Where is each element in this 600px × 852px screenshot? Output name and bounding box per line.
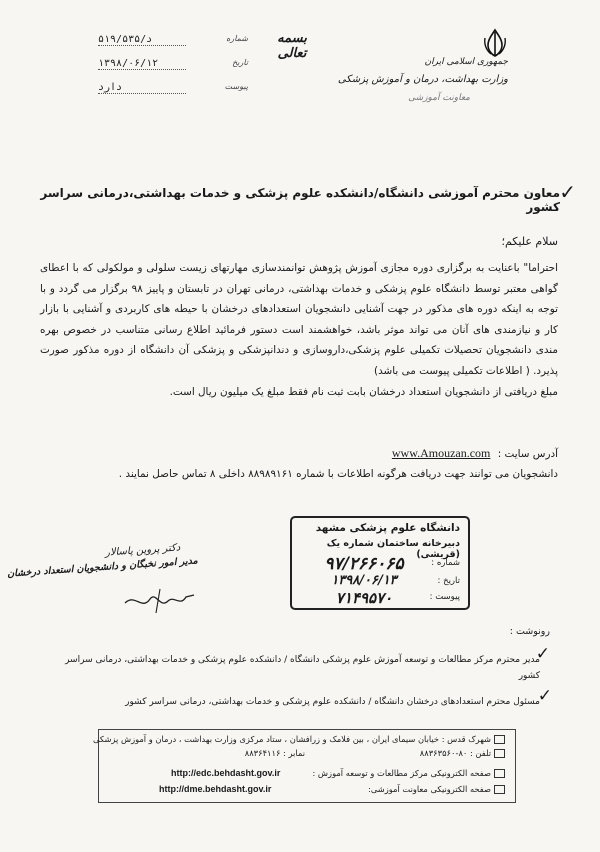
footer-dme-label — [368, 784, 505, 794]
check-mark-icon: ✓ — [535, 644, 550, 664]
footer-phone-text: تلفن : ۸۰-۸۸۳۶۳۵۶۰ — [419, 748, 491, 758]
footer-dme-text: صفحه الکترونیکی معاونت آموزشی: — [368, 784, 491, 794]
body-paragraph: مبلغ دریافتی از دانشجویان استعداد درخشان بابت ثبت نام فقط مبلغ یک میلیون ریال است. — [169, 385, 558, 398]
signatory-name: دکتر پروین پاسالار — [104, 542, 181, 559]
website-link[interactable]: www.Amouzan.com — [391, 446, 491, 460]
stamp-title: دانشگاه علوم پزشکی مشهد — [315, 522, 460, 534]
cc-item: مدیر محترم مرکز مطالعات و توسعه آموزش علوم پزشکی دانشگاه / دانشکده علوم پزشکی و خدمات بهداشتی، درمانی سراسر کشور — [65, 655, 540, 681]
mailbox-icon — [494, 735, 505, 744]
stamp-subtitle: دبیرخانه ساختمان شماره یک (قریشی) — [326, 538, 460, 560]
letter-date-row — [98, 58, 248, 74]
letter-date-value: ۱۳۹۸/۰۶/۱۲ — [98, 58, 186, 70]
envelope-icon — [494, 769, 505, 778]
ministry-line1: جمهوری اسلامی ایران — [424, 57, 508, 67]
letter-number-label: شماره — [226, 34, 248, 43]
signatory-position: مدیر امور نخبگان و دانشجویان استعداد درخشان — [6, 555, 199, 580]
stamp-attach-value: ۷۱۴۹۵۷۰ — [335, 589, 393, 607]
stamp-attach-label: پیوست : — [429, 592, 460, 602]
secretariat-stamp — [290, 516, 470, 610]
footer-edc-link[interactable]: http://edc.behdasht.gov.ir — [171, 768, 281, 778]
footer-dme-link[interactable]: http://dme.behdasht.gov.ir — [159, 784, 272, 794]
stamp-date-value: ۱۳۹۸/۰۶/۱۳ — [331, 573, 397, 588]
letter-body — [40, 258, 558, 402]
check-mark-icon: ✓ — [537, 686, 552, 706]
stamp-attach-row — [300, 589, 460, 607]
contact-line: دانشجویان می توانند جهت دریافت هرگونه اطلاعات با شماره ۸۸۹۸۹۱۶۱ داخلی ۸ تماس حاصل نمایند . — [118, 468, 558, 480]
footer-edc-text: صفحه الکترونیکی مرکز مطالعات و توسعه آموزش : — [312, 768, 491, 778]
letter-footer — [92, 729, 516, 803]
stamp-number-value: ۹۷/۲۶۶۰۶۵ — [324, 554, 404, 574]
footer-address — [93, 734, 505, 744]
envelope-icon — [494, 785, 505, 794]
stamp-date-label: تاریخ : — [437, 576, 460, 586]
letter-number-value: د/۵۱۹/۵۳۵ — [98, 34, 186, 46]
letter-attachment-label: پیوست — [224, 82, 248, 91]
stamp-date-row — [300, 573, 460, 590]
letter-date-label: تاریخ — [232, 58, 248, 67]
salutation: سلام علیکم؛ — [501, 235, 558, 248]
body-paragraph: احتراما" باعنایت به برگزاری دوره مجازی آموزش پژوهش توانمندسازی مهارتهای زیست سلولی و مولکولی که با اعطای گواهی معتبر توسط دانشگاه علوم پزشکی و خدمات بهداشتی، درمانی تهران در تابستان و پاییز ۹۸ برگزار می گردد و با توجه به اینکه دوره های مذکور در جهت آشنایی دانشجویان استعدادهای درخشان با حیطه های کاربردی و آشنایی با بازار کار و نیازمندی های آنان می تواند موثر باشد، خواهشمند است دستور فرمائید اطلاع رسانی متناسب در خصوص بهره مندی دانشجویان تحصیلات تکمیلی علوم پزشکی،داروسازی و دندانپزشکی و پزشکی آن دانشگاه از دوره مذکور صورت پذیرد. ( اطلاعات تکمیلی پیوست می باشد) — [40, 262, 558, 377]
deputy-line: معاونت آموزشی — [408, 93, 470, 103]
footer-address-text: شهرک قدس : خیابان سیمای ایران ، بین فلامک و زرافشان ، ستاد مرکزی وزارت بهداشت ، درمان و آموزش پزشکی — [92, 734, 491, 744]
footer-fax: نمابر : ۸۸۳۶۴۱۱۶ — [244, 748, 305, 758]
iran-emblem-icon — [482, 28, 508, 58]
cc-heading: رونوشت : — [509, 626, 550, 637]
footer-phone — [420, 748, 505, 758]
letter-number-row — [98, 34, 248, 50]
cc-item: مسئول محترم استعدادهای درخشان دانشگاه / دانشکده علوم پزشکی و خدمات بهداشتی، درمانی سراسر کشور — [125, 697, 540, 707]
stamp-number-label: شماره : — [431, 558, 460, 568]
check-mark-icon: ✓ — [559, 180, 576, 204]
bismillah-heading: بسمه تعالی — [277, 31, 307, 61]
signature-scrawl-icon — [120, 585, 200, 615]
website-line — [392, 446, 558, 461]
letter-attachment-value: دارد — [98, 82, 186, 94]
letter-addressee: معاون محترم آموزشی دانشگاه/دانشکده علوم پزشکی و خدمات بهداشتی،درمانی سراسر کشور — [40, 186, 560, 214]
letter-attachment-row — [98, 82, 248, 98]
ministry-line2: وزارت بهداشت، درمان و آموزش پزشکی — [337, 74, 508, 85]
phone-icon — [494, 749, 505, 758]
website-label: آدرس سایت : — [497, 448, 558, 460]
footer-edc-label — [313, 768, 506, 778]
stamp-number-row — [300, 554, 460, 574]
